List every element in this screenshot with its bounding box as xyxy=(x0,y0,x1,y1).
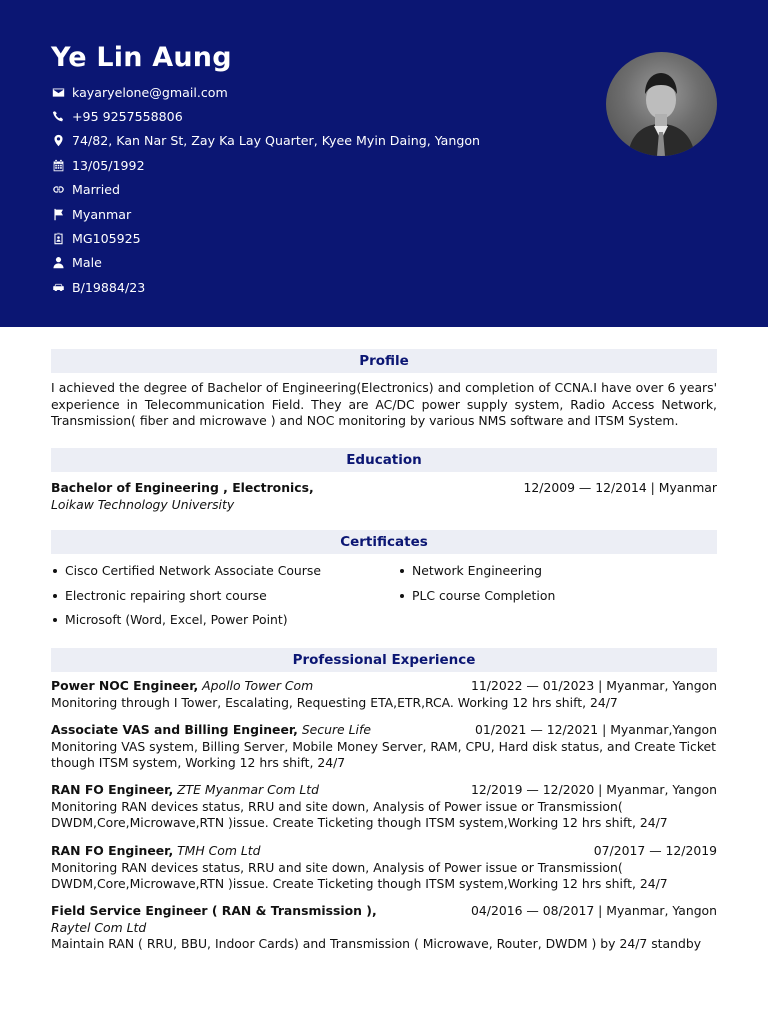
education-school: Loikaw Technology University xyxy=(51,496,235,512)
bullet-icon xyxy=(400,594,404,598)
contact-address xyxy=(51,129,480,153)
education-degree: Bachelor of Engineering , Electronics, xyxy=(51,480,314,495)
bullet-icon xyxy=(53,594,57,598)
certificates-list xyxy=(51,563,717,628)
job-role: Associate VAS and Billing Engineer, xyxy=(51,722,298,737)
envelope-icon xyxy=(51,85,65,99)
contact-marital-status-text: Married xyxy=(72,182,120,198)
experience-entry xyxy=(51,782,717,832)
list-item xyxy=(51,588,398,604)
experience-section-title: Professional Experience xyxy=(292,652,476,668)
job-description: Monitoring through I Tower, Escalating, Requesting ETA,ETR,RCA. Working 12 hrs shift, 24/7 xyxy=(51,694,618,710)
certificate-text: Electronic repairing short course xyxy=(65,587,267,603)
bullet-icon xyxy=(400,569,404,573)
job-role: RAN FO Engineer, xyxy=(51,843,174,858)
contact-nationality-text: Myanmar xyxy=(72,206,132,222)
car-icon xyxy=(51,280,65,294)
education-section-header xyxy=(51,448,717,472)
job-description: Monitoring RAN devices status, RRU and site down, Analysis of Power issue or Transmission( DWDM,Core,Microwave,RTN )issue. Create Ticketing though ITSM system,Working 12 hrs shift, 24/7 xyxy=(51,859,668,891)
contact-marital-status xyxy=(51,178,480,202)
certificates-section-title: Certificates xyxy=(340,534,428,550)
job-company: Raytel Com Ltd xyxy=(51,919,147,935)
resume-header xyxy=(0,0,768,327)
job-company: TMH Com Ltd xyxy=(177,843,261,858)
certificate-text: Microsoft (Word, Excel, Power Point) xyxy=(65,612,288,627)
contact-birthdate xyxy=(51,153,480,177)
contact-email xyxy=(51,80,480,104)
experience-entry xyxy=(51,843,717,893)
bullet-icon xyxy=(53,569,57,573)
flag-icon xyxy=(51,207,65,221)
job-company: ZTE Myanmar Com Ltd xyxy=(177,782,319,797)
list-item xyxy=(51,612,398,628)
contact-nationality xyxy=(51,202,480,226)
list-item xyxy=(398,588,717,604)
contact-id-number-text: MG105925 xyxy=(72,231,141,247)
job-dates: 07/2017 — 12/2019 xyxy=(593,843,717,858)
id-card-icon xyxy=(51,232,65,246)
list-item xyxy=(398,563,717,579)
profile-photo xyxy=(606,52,717,156)
contact-email-text: kayaryelone@gmail.com xyxy=(72,84,228,100)
job-company: Apollo Tower Com xyxy=(202,678,314,693)
education-dates: 12/2009 — 12/2014 | Myanmar xyxy=(523,480,717,495)
experience-entry xyxy=(51,678,717,711)
contact-birthdate-text: 13/05/1992 xyxy=(72,157,145,173)
experience-entry xyxy=(51,903,717,953)
profile-section-title: Profile xyxy=(359,353,409,369)
certificate-text: Network Engineering xyxy=(412,563,543,578)
certificate-text: PLC course Completion xyxy=(412,587,556,603)
job-dates: 01/2021 — 12/2021 | Myanmar,Yangon xyxy=(474,722,717,737)
calendar-icon xyxy=(51,158,65,172)
location-pin-icon xyxy=(51,134,65,148)
person-icon xyxy=(51,256,65,270)
job-dates: 12/2019 — 12/2020 | Myanmar, Yangon xyxy=(471,782,717,797)
certificates-section-header xyxy=(51,530,717,554)
job-role: Power NOC Engineer, xyxy=(51,678,199,693)
contact-gender-text: Male xyxy=(72,255,102,271)
job-dates: 04/2016 — 08/2017 | Myanmar, Yangon xyxy=(471,903,717,918)
experience-section-header xyxy=(51,648,717,672)
contact-list xyxy=(51,80,480,300)
profile-summary: I achieved the degree of Bachelor of Engineering(Electronics) and completion of CCNA.I have over 6 years' experience in Telecommunication Field. They are AC/DC power supply system, Radio Access Network, Transmission( fiber and microwave ) and NOC monitoring by various NMS software and ITSM System. xyxy=(51,380,717,428)
contact-phone-text: +95 9257558806 xyxy=(72,109,183,125)
experience-entry xyxy=(51,722,717,772)
job-description: Monitoring RAN devices status, RRU and site down, Analysis of Power issue or Transmission( DWDM,Core,Microwave,RTN )issue. Create Ticketing though ITSM system,Working 12 hrs shift, 24/7 xyxy=(51,798,668,830)
job-role: RAN FO Engineer, xyxy=(51,782,174,797)
bullet-icon xyxy=(53,618,57,622)
contact-driving-license xyxy=(51,275,480,299)
education-entry xyxy=(51,480,717,513)
rings-icon xyxy=(51,183,65,197)
phone-icon xyxy=(51,110,65,124)
job-company: Secure Life xyxy=(301,722,371,737)
education-section-title: Education xyxy=(346,452,422,468)
certificate-text: Cisco Certified Network Associate Course xyxy=(65,563,321,578)
job-description: Monitoring VAS system, Billing Server, Mobile Money Server, RAM, CPU, Hard disk status, and Create Ticket though ITSM system, Working 12 hrs shift, 24/7 xyxy=(51,738,717,770)
contact-phone xyxy=(51,104,480,128)
job-description: Maintain RAN ( RRU, BBU, Indoor Cards) and Transmission ( Microwave, Router, DWDM ) by 24/7 standby xyxy=(51,936,702,951)
contact-id-number xyxy=(51,226,480,250)
job-role: Field Service Engineer ( RAN & Transmission ), xyxy=(51,903,377,918)
candidate-name: Ye Lin Aung xyxy=(51,42,232,73)
contact-driving-license-text: B/19884/23 xyxy=(72,279,146,295)
profile-section-header xyxy=(51,349,717,373)
contact-gender xyxy=(51,251,480,275)
job-dates: 11/2022 — 01/2023 | Myanmar, Yangon xyxy=(471,678,717,693)
contact-address-text: 74/82, Kan Nar St, Zay Ka Lay Quarter, Kyee Myin Daing, Yangon xyxy=(72,133,481,149)
list-item xyxy=(51,563,398,579)
